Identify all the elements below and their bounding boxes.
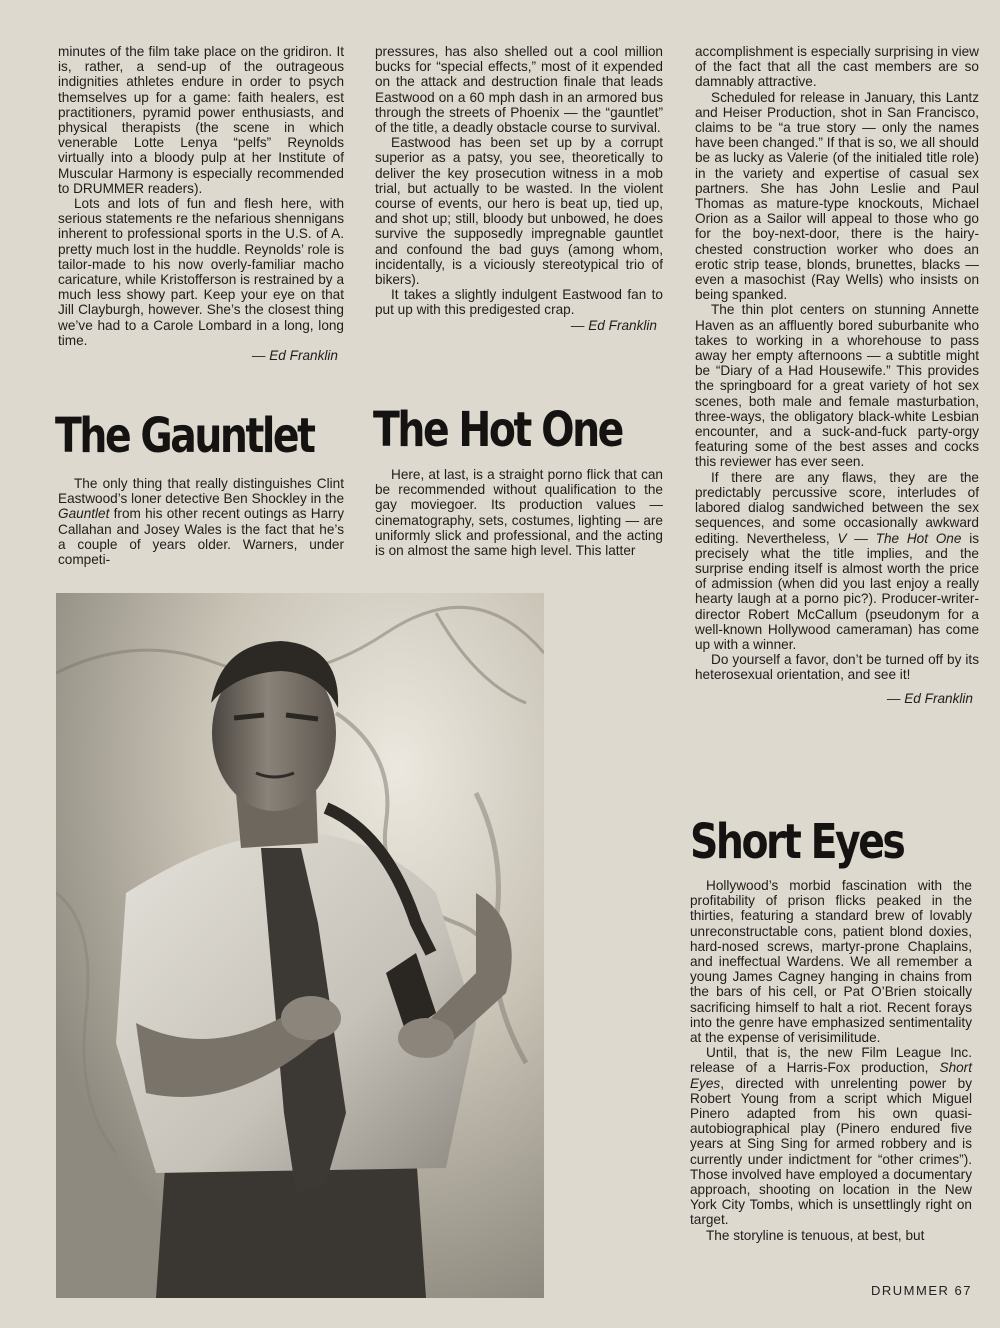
magazine-name: DRUMMER <box>871 1283 950 1298</box>
paragraph: The thin plot centers on stunning Annette Haven as an affluently bored suburbanite who takes to working in a whorehouse to pass away her empty afternoons — a subtitle might be “Diary of a Had Housewife.” This provides the springboard for a great variety of hot sex scenes, both male and female masturbation, three-ways, the obligatory black-white Lesbian encounter, and a suck-and-fuck party-orgy featuring some of the best asses and cocks this reviewer has ever seen. <box>695 302 979 470</box>
column-3 <box>695 44 979 707</box>
text-run: Until, that is, the new Film League Inc. release of a Harris-Fox production, <box>690 1045 972 1076</box>
page-folio <box>871 1283 972 1298</box>
page-number: 67 <box>954 1283 972 1298</box>
paragraph: It takes a slightly indulgent Eastwood fan to put up with this predigested crap. <box>375 287 663 318</box>
headline-the-gauntlet: The Gauntlet <box>55 408 314 464</box>
text-run: is precisely what the title implies, and the surprise ending itself is almost worth the price of admission (when did you last enjoy a really hearty laugh at a porno pic?). Producer-writer-director Robert McCallum (pseudonym for a well-known Hollywood cameraman) has come up with a winner. <box>695 530 980 652</box>
film-title: Gauntlet <box>58 506 110 522</box>
short-eyes-review-body <box>690 878 972 1243</box>
column-1-top <box>58 44 344 364</box>
film-title: Short Eyes <box>690 1060 972 1091</box>
paragraph: Here, at last, is a straight porno flick that can be recommended without qualification to the gay moviegoer. Its production values — cinematography, sets, costumes, lighting — are uniformly slick and professional, and the acting is on almost the same high level. This latter <box>375 467 663 559</box>
paragraph: Do yourself a favor, don’t be turned off by its heterosexual orientation, and see it! <box>695 652 979 683</box>
paragraph: accomplishment is especially surprising in view of the fact that all the cast members are so damnably attractive. <box>695 44 979 90</box>
photo-illustration <box>56 593 544 1298</box>
paragraph: Hollywood’s morbid fascination with the profitability of prison flicks peaked in the thirties, featuring a standard brew of lovably unreconstructable cons, patient blond doxies, hard-nosed screws, martyr-prone Chaplains, and ineffectual Wardens. We all remember a young James Cagney hanging in chains from the bars of his cell, or Pat O’Brien stoically sacrificing himself to halt a riot. Recent forays into the genre have emphasized sentimentality at the expense of verisimilitude. <box>690 878 972 1046</box>
text-run: from his other recent outings as Harry Callahan and Josey Wales is the fact that he’s a couple of years older. Warners, under competi- <box>58 506 344 568</box>
text-run: If there are any flaws, they are the predictably percussive score, interludes of labored dialog sandwiched between the sex sequences, and some occasionally awkward editing. Nevertheless, <box>695 469 979 546</box>
paragraph: minutes of the film take place on the gridiron. It is, rather, a send-up of the outrageous indignities athletes endure in order to psych themselves up for a game: faith healers, est practitioners, pyramid power enthusiasts, and physical therapists (the scene in which venerable Lotte Lenya “pelfs” Reynolds virtually into a bloody pulp at her Institute of Muscular Harmony is especially recommended to DRUMMER readers). <box>58 44 344 196</box>
film-title: V — The Hot One <box>837 530 962 546</box>
text-run: The only thing that really distinguishes Clint Eastwood’s loner detective Ben Shockley in the <box>58 476 344 507</box>
paragraph: Lots and lots of fun and flesh here, with serious statements re the nefarious shennigans inherent to professional sports in the U.S. of A. pretty much lost in the huddle. Reynolds’ role is tailor-made to his now overly-familiar macho caricature, while Kristofferson is restrained by a much less showy part. Keep your eye on that Jill Clayburgh, however. She’s the closest thing we’ve had to a Carole Lombard in a long, long time. <box>58 196 344 348</box>
paragraph: pressures, has also shelled out a cool million bucks for “special effects,” most of it expended on the attack and destruction finale that leads Eastwood on a 60 mph dash in an armored bus through the streets of Phoenix — the “gauntlet” of the title, a deadly obstacle course to survival. <box>375 44 663 136</box>
gauntlet-review-body <box>58 476 344 567</box>
byline: — Ed Franklin <box>570 317 657 333</box>
paragraph: The storyline is tenuous, at best, but <box>706 1227 925 1243</box>
text-run: , directed with unrelenting power by Robert Young from a script which Miguel Pinero adapted from his own quasi-autobiographical play (Pinero endured five years at Sing Sing for armed robbery and is currently under indictment for “other crimes”). Those involved have employed a documentary approach, shooting on location in the New York City Tombs, which is unsettlingly right on target. <box>690 1075 972 1228</box>
paragraph: Eastwood has been set up by a corrupt superior as a patsy, you see, theoretically to deliver the key prosecution witness in a mob trial, but actually to be wasted. In the violent course of events, our hero is beat up, tied up, and shot up; still, bloody but unbowed, he does survive the supposedly impregnable gauntlet and confound the bad guys (among whom, incidentally, is a viciously stereotypical trio of bikers). <box>375 135 663 288</box>
paragraph <box>695 470 979 652</box>
paragraph <box>58 476 344 567</box>
paragraph <box>690 1045 972 1227</box>
film-still-photo <box>56 593 544 1298</box>
column-2-top <box>375 44 663 334</box>
byline: — Ed Franklin <box>886 690 973 706</box>
hot-one-review-body <box>375 467 663 558</box>
headline-short-eyes: Short Eyes <box>690 814 904 870</box>
paragraph: Scheduled for release in January, this Lantz and Heiser Production, shot in San Francisco, claims to be “a true story — only the names have been changed.” If that is so, we all should be as lucky as Valerie (of the initialed title role) in the variety and expertise of casual sex partners. She has John Leslie and Paul Thomas as mature-type knockouts, Michael Orion as a Sailor will appeal to those who go for the boy-next-door, there is the hairy-chested construction worker who does an erotic strip tease, blonds, brunettes, blacks — even a masochist (Ray Wells) who insists on being spanked. <box>695 89 979 303</box>
headline-the-hot-one: The Hot One <box>373 402 622 458</box>
byline: — Ed Franklin <box>251 348 338 364</box>
